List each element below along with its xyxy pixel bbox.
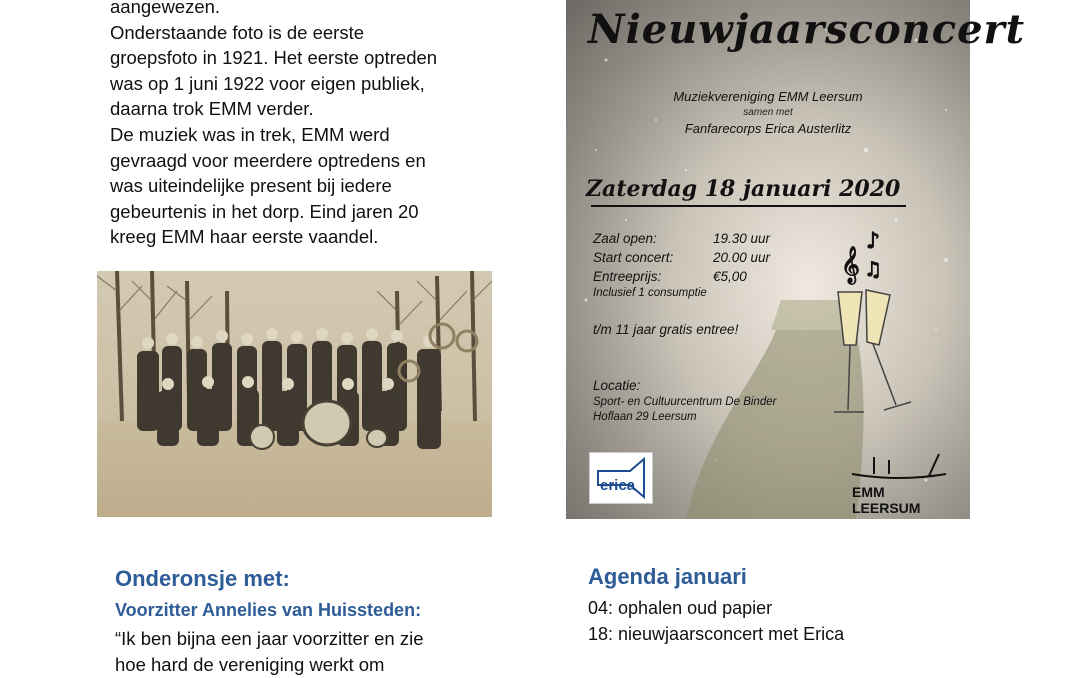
- erica-logo: [589, 452, 653, 504]
- poster-row: [593, 231, 770, 246]
- poster-row-label: Entreeprijs:: [593, 269, 662, 284]
- poster-location-label: Locatie:: [593, 378, 641, 393]
- onderonsje-heading: Onderonsje met:: [115, 566, 290, 591]
- intro-line: gebeurtenis in het dorp. Eind jaren 20: [110, 200, 419, 222]
- poster-location-line1: Sport- en Cultuurcentrum De Binder: [593, 396, 777, 408]
- intro-line: daarna trok EMM verder.: [110, 98, 314, 120]
- poster-free-entry: t/m 11 jaar gratis entree!: [593, 322, 739, 337]
- agenda-item: 04: ophalen oud papier: [588, 598, 773, 618]
- onderonsje-body: [115, 626, 495, 678]
- poster-row: [593, 250, 770, 265]
- onderonsje-line: “Ik ben bijna een jaar voorzitter en zie: [115, 628, 424, 649]
- poster-organizer: Muziekvereniging EMM Leersum: [673, 89, 863, 104]
- poster-guest: Fanfarecorps Erica Austerlitz: [684, 121, 852, 136]
- group-photo-illustration: [97, 271, 492, 517]
- poster-row-label: Zaal open:: [593, 231, 657, 246]
- intro-line: aangewezen.: [110, 0, 221, 17]
- poster-location-line2: Hoflaan 29 Leersum: [593, 411, 697, 423]
- agenda-heading: Agenda januari: [588, 564, 747, 589]
- poster-row-label: Start concert:: [593, 250, 674, 265]
- onderonsje-subheading: Voorzitter Annelies van Huissteden:: [115, 600, 422, 620]
- poster-row-value: 20.00 uur: [713, 250, 771, 265]
- poster-date: Zaterdag 18 januari 2020: [586, 176, 901, 202]
- poster-title: Nieuwjaarsconcert: [588, 6, 1026, 53]
- group-photo-1921: [97, 271, 492, 517]
- agenda-item: 18: nieuwjaarsconcert met Erica: [588, 624, 845, 644]
- svg-text:𝄞: 𝄞: [841, 245, 860, 283]
- erica-logo-text: erica: [600, 477, 636, 494]
- poster-row-value: 19.30 uur: [713, 231, 771, 246]
- poster-date-underline: [591, 205, 906, 207]
- poster-together: samen met: [743, 107, 793, 118]
- emm-logo-text: EMM LEERSUM: [852, 484, 921, 516]
- intro-line: was op 1 juni 1922 voor eigen publiek,: [110, 72, 425, 94]
- rowing-boat-icon: [844, 452, 954, 482]
- intro-text: [110, 0, 490, 250]
- intro-line: kreeg EMM haar eerste vaandel.: [110, 226, 379, 248]
- intro-line: was uiteindelijke present bij iedere: [110, 175, 392, 197]
- svg-text:♪: ♪: [866, 229, 881, 254]
- intro-line: Onderstaande foto is de eerste: [110, 21, 365, 43]
- poster-row: [593, 269, 747, 284]
- intro-line: gevraagd voor meerdere optredens en: [110, 149, 426, 171]
- onderonsje-line: hoe hard de vereniging werkt om: [115, 654, 385, 675]
- poster-included: Inclusief 1 consumptie: [593, 287, 707, 299]
- intro-line: De muziek was in trek, EMM werd: [110, 123, 390, 145]
- intro-line: groepsfoto in 1921. Het eerste optreden: [110, 47, 438, 69]
- svg-text:♫: ♫: [864, 257, 882, 281]
- concert-poster: [566, 0, 1026, 519]
- emm-leersum-logo: [844, 452, 954, 516]
- poster-row-value: €5,00: [713, 269, 747, 284]
